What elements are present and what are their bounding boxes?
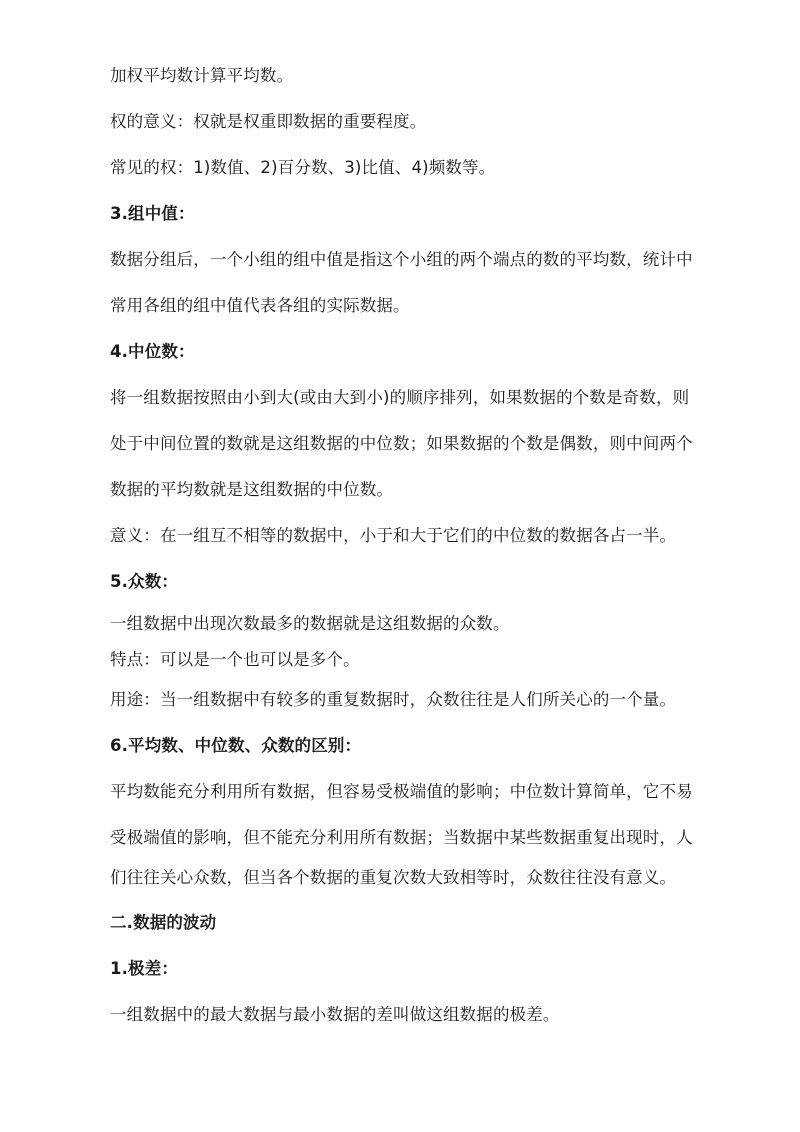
text-line-mode-definition: 一组数据中出现次数最多的数据就是这组数据的众数。 (110, 614, 510, 633)
text-line-median-meaning: 意义：在一组互不相等的数据中，小于和大于它们的中位数的数据各占一半。 (110, 526, 677, 545)
text-line-common-weights: 常见的权：1)数值、2)百分数、3)比值、4)频数等。 (110, 158, 496, 177)
text-line-differences-2: 受极端值的影响，但不能充分利用所有数据；当数据中某些数据重复出现时，人 (110, 828, 693, 847)
text-line-median-3: 数据的平均数就是这组数据的中位数。 (110, 480, 394, 499)
text-line-weight-meaning: 权的意义：权就是权重即数据的重要程度。 (110, 112, 427, 131)
text-line-range-definition: 一组数据中的最大数据与最小数据的差叫做这组数据的极差。 (110, 1005, 560, 1024)
text-line-midpoint-2: 常用各组的组中值代表各组的实际数据。 (110, 296, 410, 315)
text-line-differences-3: 们往往关心众数，但当各个数据的重复次数大致相等时，众数往往没有意义。 (110, 868, 677, 887)
text-line-mode-usage: 用途：当一组数据中有较多的重复数据时，众数往往是人们所关心的一个量。 (110, 690, 677, 709)
text-line-differences-1: 平均数能充分利用所有数据，但容易受极端值的影响；中位数计算简单，它不易 (110, 782, 693, 801)
text-line-median-2: 处于中间位置的数就是这组数据的中位数；如果数据的个数是偶数，则中间两个 (110, 434, 693, 453)
text-line-weighted-mean: 加权平均数计算平均数。 (110, 66, 294, 85)
section-heading-differences: 6.平均数、中位数、众数的区别： (110, 736, 362, 755)
text-line-midpoint-1: 数据分组后，一个小组的组中值是指这个小组的两个端点的数的平均数，统计中 (110, 250, 693, 269)
text-line-median-1: 将一组数据按照由小到大(或由大到小)的顺序排列，如果数据的个数是奇数，则 (110, 388, 690, 407)
section-heading-data-fluctuation: 二.数据的波动 (110, 913, 217, 932)
section-heading-group-midpoint: 3.组中值： (110, 204, 195, 223)
section-heading-range: 1.极差： (110, 959, 178, 978)
text-line-mode-feature: 特点：可以是一个也可以是多个。 (110, 650, 360, 669)
section-heading-mode: 5.众数： (110, 572, 178, 591)
section-heading-median: 4.中位数： (110, 342, 195, 361)
